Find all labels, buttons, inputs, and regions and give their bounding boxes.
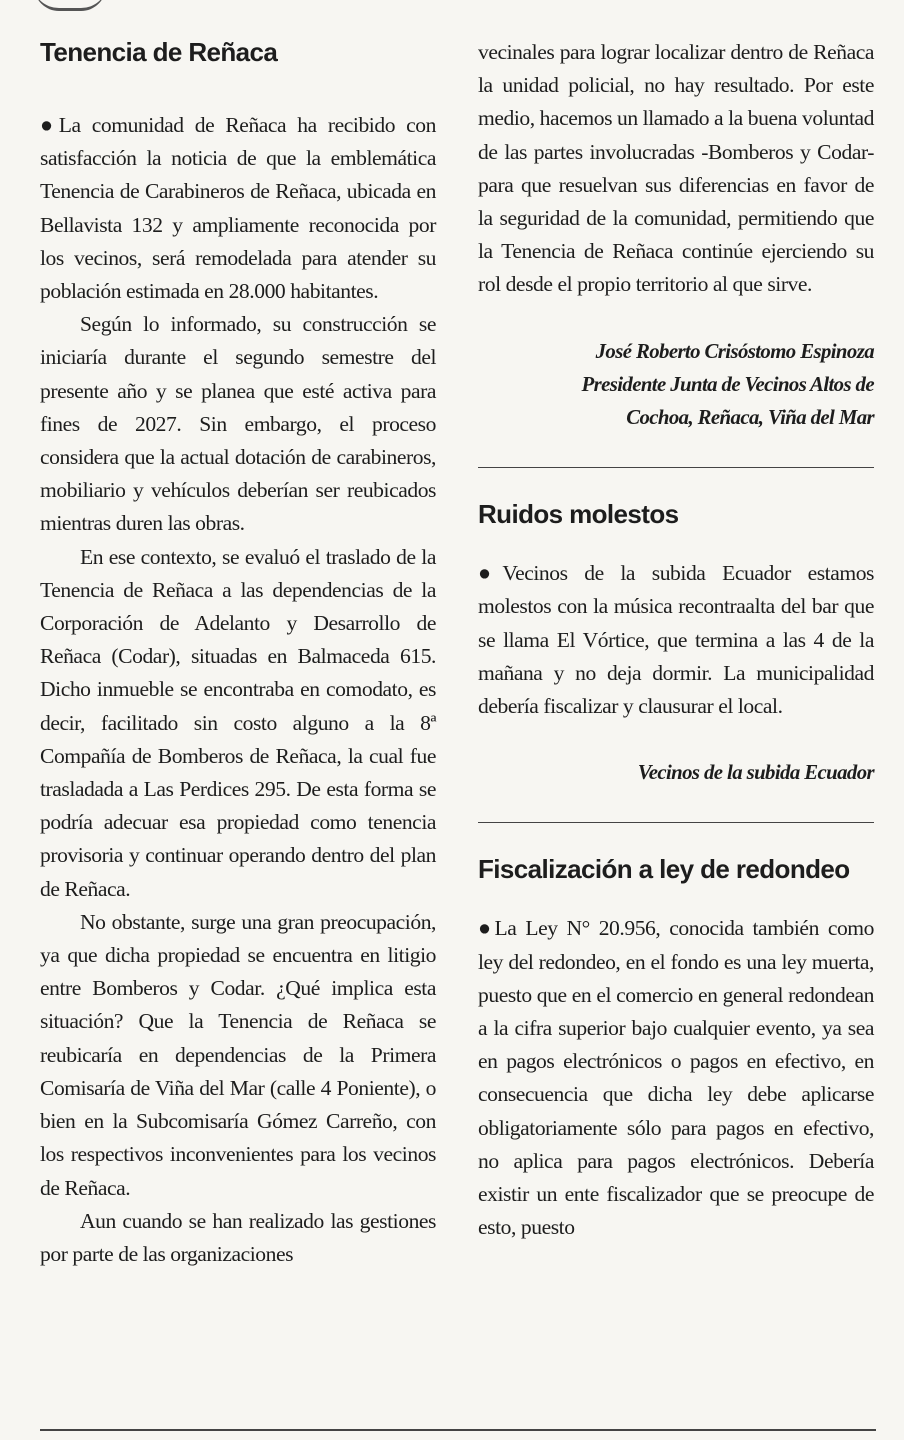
- signature-place: Cochoa, Reñaca, Viña del Mar: [626, 406, 874, 430]
- paragraph-2: Según lo informado, su construcción se iniciaría durante el segundo semestre del presente año y se planea que esté activa para fines de 2027. Sin embargo, el proceso considera que la actual dotación de carabineros, mobiliario y vehículos deberían ser reubicados mientras duren las obras.: [40, 312, 436, 536]
- section-divider: [478, 822, 874, 823]
- signature-role: Presidente Junta de Vecinos Altos de: [581, 372, 874, 396]
- paragraph-5: Aun cuando se han realizado las gestiones por parte de las organizaciones: [40, 1208, 436, 1266]
- right-column: [478, 36, 874, 1244]
- letter-body-redondeo: ●La Ley N° 20.956, conocida también como ley del redondeo, en el fondo es una ley muerta, puesto que en el comercio en general redondean a la cifra superior bajo cualquier evento, ya sea en pagos electrónicos o pagos en efectivo, en consecuencia que dicha ley debe aplicarse obligatoriamente sólo para pagos en efectivo, no aplica para pagos electrónicos. Debería existir un ente fiscalizador que se preocupe de esto, puesto: [478, 916, 874, 1240]
- page-corner-mark: [34, 0, 106, 11]
- signature-name: José Roberto Crisóstomo Espinoza: [595, 339, 874, 363]
- letter-title-redondeo: Fiscalización a ley de redondeo: [478, 854, 850, 885]
- letter-title-tenencia: Tenencia de Reñaca: [40, 37, 278, 67]
- letter-title-ruidos: Ruidos molestos: [478, 499, 679, 530]
- paragraph-3: En ese contexto, se evaluó el traslado de la Tenencia de Reñaca a las dependencias de la Corporación de Adelanto y Desarrollo de Reñaca (Codar), situadas en Balmaceda 615. Dicho inmueble se encontraba en comodato, es decir, facilitado sin costo alguno a la 8ª Compañía de Bomberos de Reñaca, la cual fue trasladada a Las Perdices 295. De esta forma se podría adecuar esa propiedad como tenencia provisoria y continuar operando dentro del plan de Reñaca.: [40, 544, 436, 901]
- bottom-divider: [40, 1429, 876, 1431]
- paragraph-4: No obstante, surge una gran preocupación, ya que dicha propiedad se encuentra en litigio entre Bomberos y Codar. ¿Qué implica esta situación? Que la Tenencia de Reñaca se reubicaría en dependencias de la Primera Comisaría de Viña del Mar (calle 4 Poniente), o bien en la Subcomisaría Gómez Carreño, con los respectivos inconvenientes para los vecinos de Reñaca.: [40, 909, 436, 1200]
- left-column: [40, 36, 436, 1271]
- section-divider: [478, 467, 874, 468]
- paragraph-1: ●La comunidad de Reñaca ha recibido con satisfacción la noticia de que la emblemática Tenencia de Carabineros de Reñaca, ubicada en Bellavista 132 y ampliamente reconocida por los vecinos, será remodelada para atender su población estimada en 28.000 habitantes.: [40, 113, 436, 304]
- letter-body-ruidos: ●Vecinos de la subida Ecuador estamos molestos con la música recontraalta del bar que se llama El Vórtice, que termina a las 4 de la mañana y no deja dormir. La municipalidad debería fiscalizar y clausurar el local.: [478, 561, 874, 719]
- signature-vecinos: Vecinos de la subida Ecuador: [637, 761, 874, 785]
- continuation-paragraph: vecinales para lograr localizar dentro de Reñaca la unidad policial, no hay resultado. Por este medio, hacemos un llamado a la buena voluntad de las partes involucradas -Bomberos y Codar- para que resuelvan sus diferencias en favor de la seguridad de la comunidad, permitiendo que la Tenencia de Reñaca continúe ejerciendo su rol desde el propio territorio al que sirve.: [478, 40, 874, 297]
